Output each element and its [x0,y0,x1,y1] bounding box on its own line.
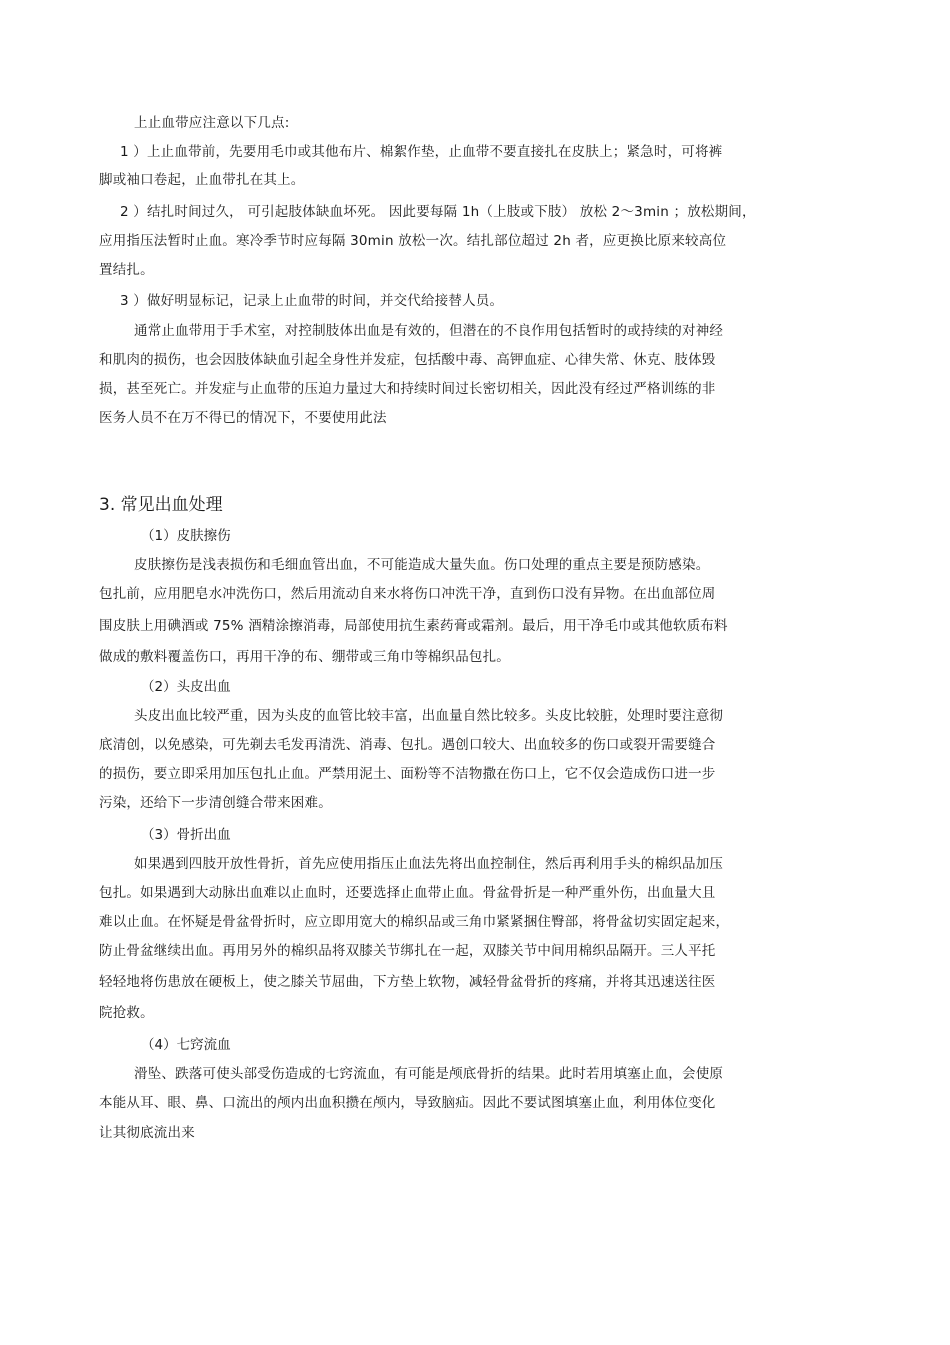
orifice-bleeding-title: （4）七窍流血 [141,1037,231,1053]
orifice-bleeding-line-3: 让其彻底流出来 [99,1125,195,1141]
precaution-2-line-3: 置结扎。 [99,262,154,278]
precaution-1-line-2: 脚或袖口卷起，止血带扎在其上。 [99,172,305,188]
tourniquet-note-line-3: 损，甚至死亡。并发症与止血带的压迫力量过大和持续时间过长密切相关，因此没有经过严格训练的非 [99,381,716,397]
fracture-bleeding-line-5: 轻轻地将伤患放在硬板上，使之膝关节屈曲，下方垫上软物，减轻骨盆骨折的疼痛，并将其迅速送往医 [99,974,716,990]
fracture-bleeding-line-1: 如果遇到四肢开放性骨折，首先应使用指压止血法先将出血控制住，然后再利用手头的棉织品加压 [134,856,724,872]
tourniquet-note-line-4: 医务人员不在万不得已的情况下，不要使用此法 [99,410,387,426]
scalp-bleeding-line-1: 头皮出血比较严重，因为头皮的血管比较丰富，出血量自然比较多。头皮比较脏，处理时要注意彻 [134,708,724,724]
fracture-bleeding-line-4: 防止骨盆继续出血。再用另外的棉织品将双膝关节绑扎在一起，双膝关节中间用棉织品隔开。三人平托 [99,943,716,959]
skin-abrasion-title: （1）皮肤擦伤 [141,528,231,544]
scalp-bleeding-line-4: 污染，还给下一步清创缝合带来困难。 [99,795,332,811]
tourniquet-note-line-2: 和肌肉的损伤，也会因肢体缺血引起全身性并发症，包括酸中毒、高钾血症、心律失常、休克、肢体毁 [99,352,716,368]
fracture-bleeding-title: （3）骨折出血 [141,827,231,843]
scalp-bleeding-line-2: 底清创，以免感染，可先剃去毛发再清洗、消毒、包扎。遇创口较大、出血较多的伤口或裂开需要缝合 [99,737,716,753]
fracture-bleeding-line-2: 包扎。如果遇到大动脉出血难以止血时，还要选择止血带止血。骨盆骨折是一种严重外伤，出血量大且 [99,885,716,901]
skin-abrasion-line-2: 包扎前，应用肥皂水冲洗伤口，然后用流动自来水将伤口冲洗干净，直到伤口没有异物。在出血部位周 [99,586,716,602]
precaution-2-line-2: 应用指压法暂时止血。寒冷季节时应每隔 30min 放松一次。结扎部位超过 2h 者，应更换比原来较高位 [99,233,727,249]
orifice-bleeding-line-2: 本能从耳、眼、鼻、口流出的颅内出血积攒在颅内，导致脑疝。因此不要试图填塞止血，利用体位变化 [99,1095,716,1111]
tourniquet-note-line-1: 通常止血带用于手术室，对控制肢体出血是有效的，但潜在的不良作用包括暂时的或持续的对神经 [134,323,724,339]
scalp-bleeding-line-3: 的损伤，要立即采用加压包扎止血。严禁用泥土、面粉等不洁物撒在伤口上，它不仅会造成伤口进一步 [99,766,716,782]
precaution-3-line-1: 3 ）做好明显标记，记录上止血带的时间，并交代给接替人员。 [120,293,504,309]
precaution-1-line-1: 1 ）上止血带前，先要用毛巾或其他布片、棉絮作垫，止血带不要直接扎在皮肤上；紧急时，可将裤 [120,144,723,160]
fracture-bleeding-line-6: 院抢救。 [99,1005,154,1021]
skin-abrasion-line-4: 做成的敷料覆盖伤口，再用干净的布、绷带或三角巾等棉织品包扎。 [99,649,510,665]
scalp-bleeding-title: （2）头皮出血 [141,679,231,695]
fracture-bleeding-line-3: 难以止血。在怀疑是骨盆骨折时，应立即用宽大的棉织品或三角巾紧紧捆住臀部，将骨盆切实固定起来， [99,914,730,930]
skin-abrasion-line-1: 皮肤擦伤是浅表损伤和毛细血管出血，不可能造成大量失血。伤口处理的重点主要是预防感染。 [134,557,710,573]
orifice-bleeding-line-1: 滑坠、跌落可使头部受伤造成的七窍流血，有可能是颅底骨折的结果。此时若用填塞止血，会使原 [134,1066,724,1082]
tourniquet-intro: 上止血带应注意以下几点: [134,115,290,131]
skin-abrasion-line-3: 围皮肤上用碘酒或 75% 酒精涂擦消毒，局部使用抗生素药膏或霜剂。最后，用干净毛巾或其他软质布料 [99,618,728,634]
precaution-2-line-1: 2 ）结扎时间过久， 可引起肢体缺血坏死。 因此要每隔 1h（上肢或下肢） 放松 2～3min ；放松期间， [120,204,756,220]
section-3-heading: 3. 常见出血处理 [99,495,223,515]
